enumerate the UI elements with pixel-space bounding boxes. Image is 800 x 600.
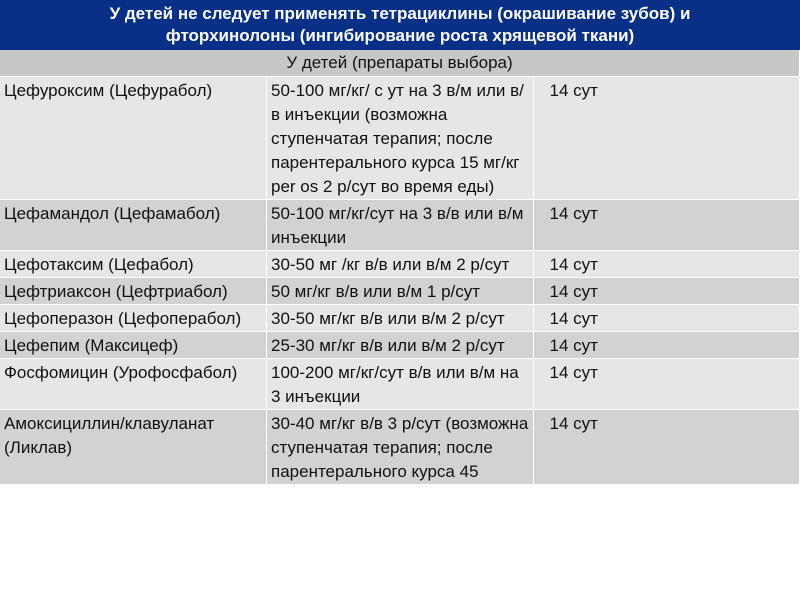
drug-dose: 50-100 мг/кг/ с ут на 3 в/м или в/в инъекции (возможна ступенчатая терапия; после парентерального курса 15 мг/кг per os 2 р/сут во время еды)	[267, 77, 534, 200]
table-row	[0, 200, 800, 251]
drug-dose: 100-200 мг/кг/сут в/в или в/м на 3 инъекции	[267, 359, 534, 410]
table-subheader-row	[0, 50, 800, 77]
drug-duration: 14 сут	[533, 332, 800, 359]
dosage-table	[0, 50, 800, 485]
table-row	[0, 278, 800, 305]
drug-name: Цефотаксим (Цефабол)	[0, 251, 267, 278]
drug-duration: 14 сут	[533, 251, 800, 278]
table-row	[0, 332, 800, 359]
drug-name: Цефтриаксон (Цефтриабол)	[0, 278, 267, 305]
table-subheader: У детей (препараты выбора)	[0, 50, 800, 77]
drug-duration: 14 сут	[533, 77, 800, 200]
table-row	[0, 359, 800, 410]
drug-name: Цефамандол (Цефамабол)	[0, 200, 267, 251]
drug-name: Цефуроксим (Цефурабол)	[0, 77, 267, 200]
drug-duration: 14 сут	[533, 200, 800, 251]
drug-dose: 30-50 мг/кг в/в или в/м 2 р/сут	[267, 305, 534, 332]
drug-duration: 14 сут	[533, 278, 800, 305]
drug-name: Цефепим (Максицеф)	[0, 332, 267, 359]
drug-dose: 30-40 мг/кг в/в 3 р/сут (возможна ступенчатая терапия; после парентерального курса 45	[267, 410, 534, 485]
drug-duration: 14 сут	[533, 410, 800, 485]
slide-header	[0, 0, 800, 50]
drug-duration: 14 сут	[533, 305, 800, 332]
table-row	[0, 77, 800, 200]
table-row	[0, 305, 800, 332]
drug-duration: 14 сут	[533, 359, 800, 410]
drug-dose: 30-50 мг /кг в/в или в/м 2 р/сут	[267, 251, 534, 278]
drug-name: Фосфомицин (Урофосфабол)	[0, 359, 267, 410]
table-row	[0, 251, 800, 278]
header-line-2: фторхинолоны (ингибирование роста хрящевой ткани)	[165, 26, 635, 45]
drug-name: Цефоперазон (Цефоперабол)	[0, 305, 267, 332]
drug-dose: 50 мг/кг в/в или в/м 1 р/сут	[267, 278, 534, 305]
header-line-1: У детей не следует применять тетрациклины (окрашивание зубов) и	[109, 4, 691, 23]
table-row	[0, 410, 800, 485]
drug-dose: 25-30 мг/кг в/в или в/м 2 р/сут	[267, 332, 534, 359]
drug-dose: 50-100 мг/кг/сут на 3 в/в или в/м инъекции	[267, 200, 534, 251]
drug-name: Амоксициллин/клавуланат (Ликлав)	[0, 410, 267, 485]
